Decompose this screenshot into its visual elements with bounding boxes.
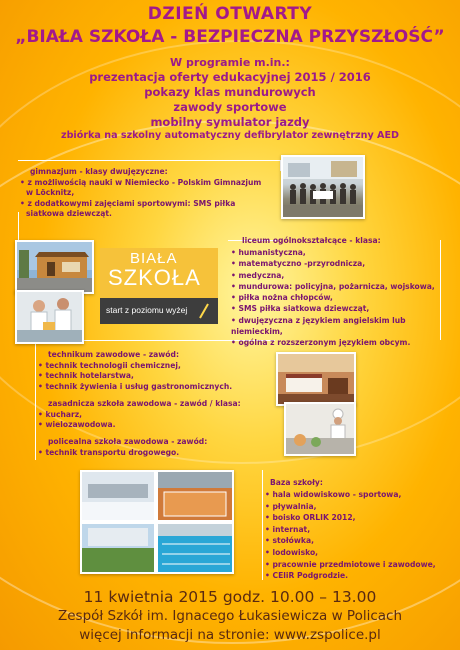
list-item: • wielozawodowa. bbox=[38, 420, 116, 430]
lab-photo bbox=[15, 290, 84, 344]
school-logo bbox=[100, 248, 218, 324]
building-photo bbox=[15, 240, 94, 294]
website-info: więcej informacji na stronie: www.zspolice.pl bbox=[79, 627, 381, 643]
hotel-room-scene bbox=[278, 354, 354, 404]
list-item: siatkowa dziewcząt. bbox=[26, 209, 112, 219]
sports-facilities-collage bbox=[80, 470, 234, 574]
list-item: • technik żywienia i usług gastronomicznych. bbox=[38, 381, 233, 391]
list-item: w Löcknitz, bbox=[26, 188, 75, 198]
poster-subtitle: „BIAŁA SZKOŁA - BEZPIECZNA PRZYSZŁOŚĆ” bbox=[15, 27, 445, 47]
technikum-heading: technikum zawodowe - zawód: bbox=[48, 350, 179, 359]
sports-collage-scene bbox=[82, 472, 232, 572]
liceum-heading: liceum ogólnokształcące - klasa: bbox=[242, 236, 381, 245]
baza-heading: Baza szkoły: bbox=[270, 478, 323, 487]
list-item: • kucharz, bbox=[38, 410, 83, 419]
connector-line bbox=[35, 340, 36, 460]
logo-text-line1: BIAŁA bbox=[130, 250, 178, 267]
gimnazjum-list bbox=[20, 178, 261, 220]
gimnazjum-heading: gimnazjum - klasy dwujęzyczne: bbox=[30, 167, 168, 176]
list-item: • stołówka, bbox=[265, 536, 314, 546]
list-item: • technik transportu drogowego. bbox=[38, 448, 180, 457]
technikum-list bbox=[38, 361, 232, 392]
list-item: • pracownie przedmiotowe i zawodowe, bbox=[265, 559, 436, 569]
cooking-class-photo bbox=[284, 402, 356, 456]
list-item: • medyczna, bbox=[231, 270, 285, 280]
list-item: • lodowisko, bbox=[265, 547, 319, 557]
list-item: • hala widowiskowo - sportowa, bbox=[265, 490, 402, 499]
connector-line bbox=[18, 212, 19, 242]
list-item: • pływalnia, bbox=[265, 501, 317, 511]
group-photo bbox=[281, 155, 365, 219]
policealna-heading: policealna szkoła zawodowa - zawód: bbox=[48, 437, 208, 446]
program-item: zawody sportowe bbox=[173, 100, 287, 114]
list-item: • z możliwością nauki w Niemiecko - Polskim Gimnazjum bbox=[20, 178, 262, 187]
cooking-class-scene bbox=[286, 404, 354, 454]
school-name: Zespół Szkół im. Ignacego Łukasiewicza w Policach bbox=[57, 608, 402, 624]
list-item: • mundurowa: policyjna, pożarnicza, wojskowa, bbox=[231, 281, 435, 291]
list-item: • ogólna z rozszerzonym językiem obcym. bbox=[231, 338, 411, 348]
program-item: pokazy klas mundurowych bbox=[144, 85, 316, 99]
baza-list bbox=[265, 489, 436, 582]
lab-photo-scene bbox=[17, 292, 82, 342]
list-item: • technik hotelarstwa, bbox=[38, 371, 134, 381]
list-item: • humanistyczna, bbox=[231, 248, 306, 257]
list-item: • SMS piłka siatkowa dziewcząt, bbox=[231, 304, 370, 314]
connector-line bbox=[262, 470, 263, 580]
list-item: • z dodatkowymi zajęciami sportowymi: SMS piłka bbox=[20, 198, 236, 208]
hotel-room-photo bbox=[276, 352, 356, 406]
program-item: mobilny symulator jazdy bbox=[150, 115, 310, 129]
list-item: • boisko ORLIK 2012, bbox=[265, 513, 356, 523]
liceum-list bbox=[231, 247, 460, 349]
group-photo-figures bbox=[283, 157, 363, 217]
list-item: • internat, bbox=[265, 524, 311, 534]
program-item: zbiórka na szkolny automatyczny defibrylator zewnętrzny AED bbox=[60, 130, 399, 141]
list-item: • technik technologii chemicznej, bbox=[38, 361, 181, 370]
event-date: 11 kwietnia 2015 godz. 10.00 – 13.00 bbox=[83, 588, 377, 606]
logo-text-line2: SZKOŁA bbox=[108, 265, 201, 290]
list-item: • CEliR Podgrodzie. bbox=[265, 571, 349, 581]
zasadnicza-list bbox=[38, 410, 116, 431]
list-item: • matematyczno -przyrodnicza, bbox=[231, 259, 366, 269]
building-photo-scene bbox=[17, 242, 92, 292]
logo-slogan: start z poziomu wyżej bbox=[106, 305, 188, 315]
poster-title: DZIEŃ OTWARTY bbox=[147, 4, 313, 24]
policealna-list bbox=[38, 448, 179, 458]
list-item: • piłka nożna chłopców, bbox=[231, 293, 333, 303]
program-intro: W programie m.in.: bbox=[170, 56, 290, 69]
zasadnicza-heading: zasadnicza szkoła zawodowa - zawód / klasa: bbox=[48, 399, 241, 408]
program-item: prezentacja oferty edukacyjnej 2015 / 2016 bbox=[89, 70, 371, 84]
list-item: • dwujęzyczna z językiem angielskim lub niemieckim, bbox=[231, 315, 406, 337]
